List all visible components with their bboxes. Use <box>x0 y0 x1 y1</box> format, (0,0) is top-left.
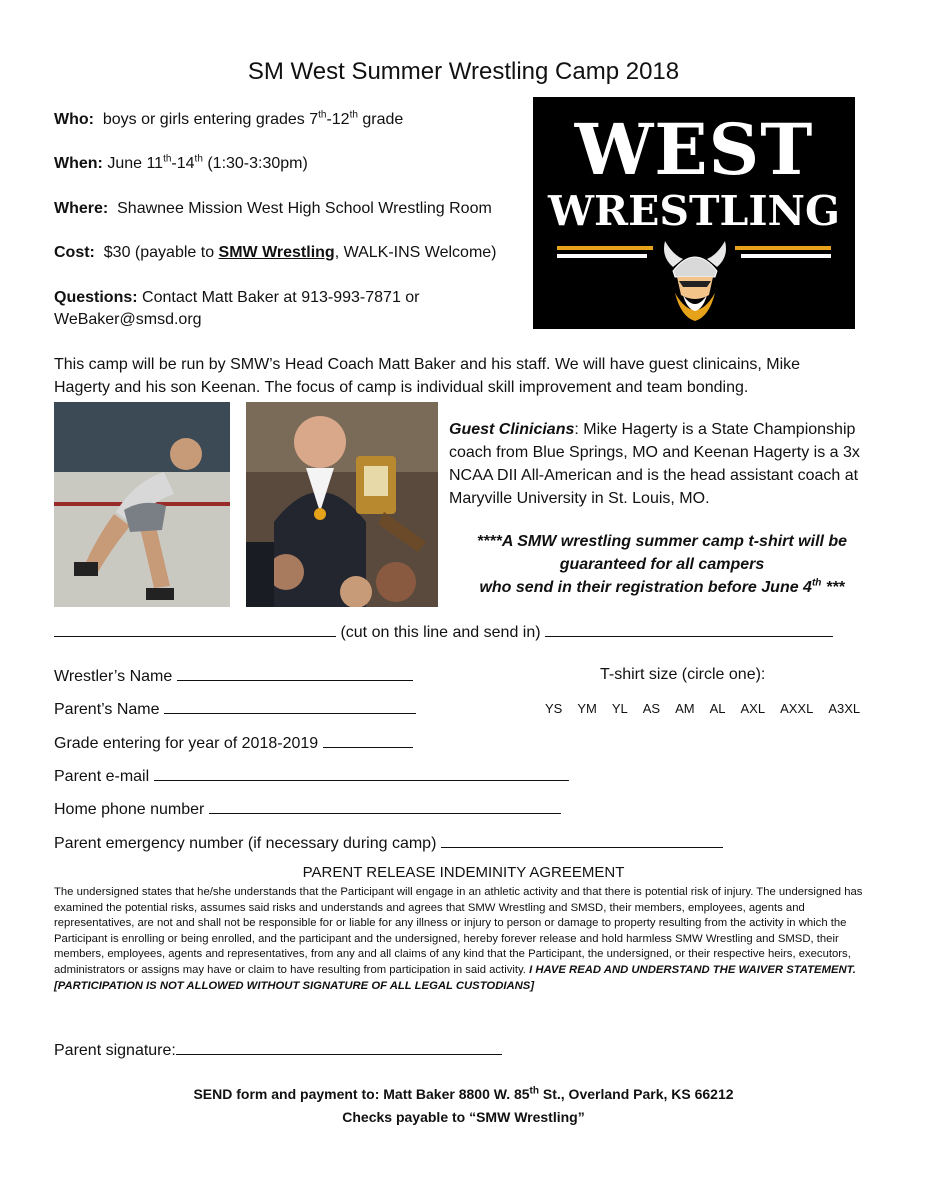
questions-text: Contact Matt Baker at 913-993-7871 or <box>142 289 420 306</box>
parent-email-label: Parent e-mail <box>54 768 150 785</box>
emergency-number-label: Parent emergency number (if necessary during camp) <box>54 835 437 852</box>
send-text: St., Overland Park, KS 66212 <box>539 1086 734 1102</box>
emergency-number-field[interactable] <box>54 833 723 853</box>
parent-signature-blank[interactable] <box>176 1040 502 1055</box>
size-option[interactable]: AL <box>709 701 726 716</box>
wrestler-name-field[interactable] <box>54 666 413 686</box>
tshirt-size-options <box>545 701 875 716</box>
when-text: June 11 <box>107 155 164 172</box>
cut-rule-right <box>545 622 833 637</box>
cost-label: Cost: <box>54 244 95 261</box>
logo-line-1: WEST <box>574 108 814 191</box>
who-text: -12 <box>326 111 350 128</box>
questions-label: Questions: <box>54 289 138 306</box>
wrestler-name-label: Wrestler’s Name <box>54 668 173 685</box>
send-address <box>0 1086 927 1102</box>
questions-email: WeBaker@smsd.org <box>54 311 202 328</box>
tshirt-note-text: who send in their registration before June 4 <box>479 579 812 596</box>
cut-line <box>54 622 833 642</box>
size-option[interactable]: A3XL <box>828 701 861 716</box>
grade-blank[interactable] <box>323 733 413 748</box>
where-line <box>54 200 492 218</box>
cost-text: $30 (payable to <box>103 244 219 261</box>
cost-line <box>54 244 497 262</box>
emergency-number-blank[interactable] <box>441 833 723 848</box>
parent-name-field[interactable] <box>54 699 416 719</box>
who-sup: th <box>318 109 327 121</box>
wrestler-photo <box>54 402 230 607</box>
logo-stripe <box>557 246 653 250</box>
home-phone-field[interactable] <box>54 799 561 819</box>
agreement-text: The undersigned states that he/she understands that the Participant will engage in an athletic activity and that there is potential risk of injury. The undersigned has examined the potential risks, assumes said risks and understands and agrees that SMW Wrestling and SMSD, their members, employees, agents and representatives, are not and shall not be responsible for or liable for any illness or injury to person or damage to property resulting from the activity in which the Participant is enrolling or being enrolled, and the participant and the undersigned, hereby forever release and hold harmless SMW Wrestling and SMSD, their members, employees, agents and representatives, from any and all claims of any kind that the Participant, the undersigned, or their respective heirs, executors, administrators or assigns may have or claim to have resulting from participation in said activity. <box>54 886 863 976</box>
when-text: (1:30-3:30pm) <box>202 155 308 172</box>
when-text: -14 <box>171 155 195 172</box>
size-option[interactable]: YL <box>611 701 628 716</box>
cut-rule-left <box>54 622 336 637</box>
who-sup: th <box>349 109 358 121</box>
coach-celebration-photo <box>246 402 438 607</box>
cost-text: , WALK-INS Welcome) <box>334 244 497 261</box>
parent-email-field[interactable] <box>54 766 569 786</box>
agreement-body <box>54 885 869 994</box>
who-text: grade <box>357 111 404 128</box>
grade-label: Grade entering for year of 2018-2019 <box>54 735 319 752</box>
tshirt-note-line: guaranteed for all campers <box>559 556 765 573</box>
viking-mascot-icon <box>659 237 731 323</box>
size-option[interactable]: YS <box>545 701 563 716</box>
tshirt-note-line <box>452 576 872 599</box>
home-phone-blank[interactable] <box>209 799 561 814</box>
size-option[interactable]: AXL <box>740 701 766 716</box>
when-sup: th <box>194 153 203 165</box>
when-line <box>54 155 308 173</box>
payee: SMW Wrestling <box>218 244 335 261</box>
send-text: SEND form and payment to: Matt Baker 8800 W. 85 <box>193 1086 530 1102</box>
parent-signature-label: Parent signature: <box>54 1042 176 1059</box>
parent-name-blank[interactable] <box>164 699 416 714</box>
wrestler-name-blank[interactable] <box>177 666 413 681</box>
who-line <box>54 111 403 129</box>
guest-clinicians-text <box>449 418 869 510</box>
page-title: SM West Summer Wrestling Camp 2018 <box>247 58 680 85</box>
logo-stripe <box>741 254 831 258</box>
parent-signature-field[interactable] <box>54 1040 502 1060</box>
tshirt-note-sup: th <box>811 577 822 589</box>
size-option[interactable]: AM <box>675 701 695 716</box>
when-label: When: <box>54 155 103 172</box>
home-phone-label: Home phone number <box>54 801 205 818</box>
tshirt-guarantee-note <box>452 530 872 599</box>
west-wrestling-logo <box>533 97 855 329</box>
who-text: boys or girls entering grades 7 <box>102 111 319 128</box>
tshirt-size-label: T-shirt size (circle one): <box>600 666 766 683</box>
checks-payable: Checks payable to “SMW Wrestling” <box>342 1109 585 1125</box>
grade-field[interactable] <box>54 733 413 753</box>
logo-stripe <box>735 246 831 250</box>
tshirt-note-text: *** <box>821 579 845 596</box>
clinicians-label: Guest Clinicians <box>449 421 575 438</box>
size-option[interactable]: AS <box>642 701 661 716</box>
parent-email-blank[interactable] <box>154 766 569 781</box>
where-label: Where: <box>54 200 109 217</box>
questions-line <box>54 289 420 307</box>
tshirt-note-line: ****A SMW wrestling summer camp t-shirt will be <box>476 533 848 550</box>
agreement-waiver-statement: I HAVE READ AND UNDERSTAND THE WAIVER STATEMENT. [PARTICIPATION IS NOT ALLOWED WITHOUT SIGNATURE OF ALL LEGAL CUSTODIANS] <box>54 963 856 992</box>
clinicians-body: : Mike Hagerty is a State Championship coach from Blue Springs, MO and Keenan Hagerty is a 3x NCAA DII All-American and is the head assistant coach at Maryville University in St. Louis, MO. <box>449 421 860 507</box>
size-option[interactable]: YM <box>577 701 597 716</box>
parent-name-label: Parent’s Name <box>54 701 160 718</box>
who-label: Who: <box>54 111 94 128</box>
size-option[interactable]: AXXL <box>780 701 814 716</box>
agreement-heading: PARENT RELEASE INDEMINITY AGREEMENT <box>302 864 625 881</box>
logo-stripe <box>557 254 647 258</box>
when-sup: th <box>163 153 172 165</box>
send-sup: th <box>529 1085 539 1097</box>
cut-line-label: (cut on this line and send in) <box>340 624 541 641</box>
intro-paragraph: This camp will be run by SMW’s Head Coach Matt Baker and his staff. We will have guest clinicains, Mike Hagerty and his son Keenan. The focus of camp is individual skill improvement and team bonding. <box>54 356 801 396</box>
logo-line-2: WRESTLING <box>548 187 840 235</box>
where-text: Shawnee Mission West High School Wrestling Room <box>117 200 492 217</box>
